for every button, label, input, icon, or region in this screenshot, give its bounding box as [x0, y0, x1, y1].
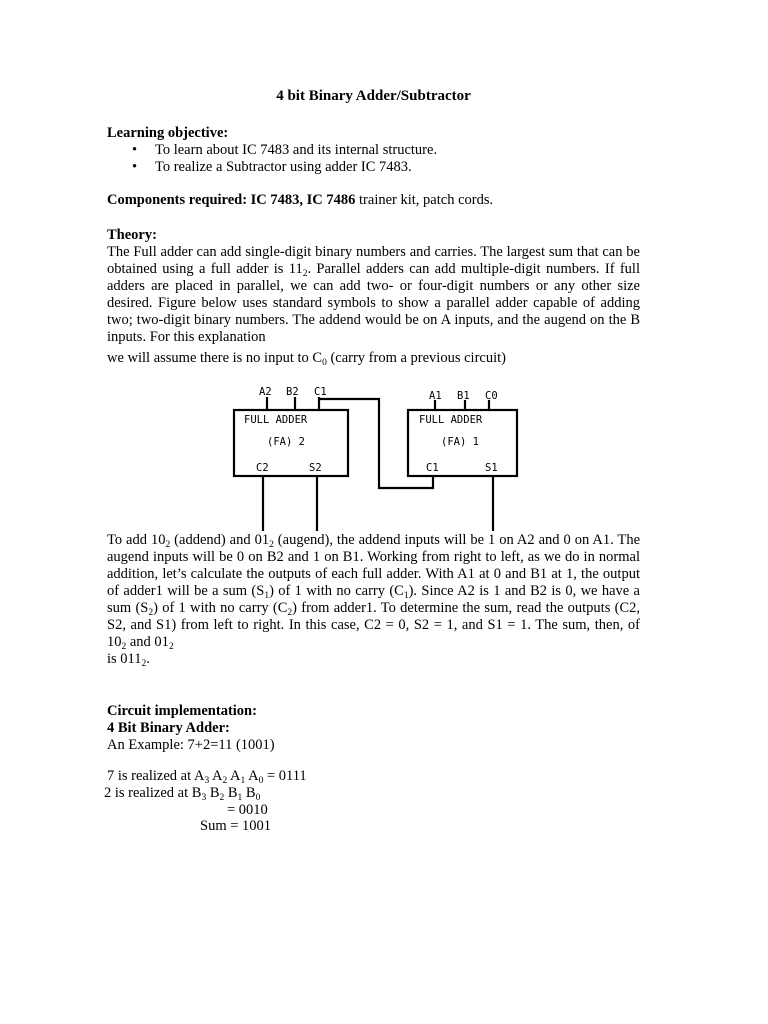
subscript: 2 — [148, 608, 154, 618]
theory-text: (carry from a previous circuit) — [326, 350, 506, 366]
fa1-input-b1-label: B1 — [457, 390, 470, 402]
realization-value-b: = 0010 — [227, 802, 268, 818]
subscript: 2 — [165, 540, 171, 550]
text-run: ). Since A2 is 1 and B2 is 0, we have a sum (S — [107, 583, 640, 616]
fa2-title: FULL ADDER — [244, 414, 308, 426]
fa1-id: (FA) 1 — [441, 436, 479, 448]
subscript: 0 — [322, 358, 327, 368]
fa1-title: FULL ADDER — [419, 414, 483, 426]
text-run: is 011 — [107, 651, 142, 667]
components-text: trainer kit, patch cords. — [355, 192, 494, 208]
fa2-output-s2-label: S2 — [309, 462, 322, 474]
fa1-output-s1-label: S1 — [485, 462, 498, 474]
fa2-input-a2-label: A2 — [259, 386, 272, 398]
fa1-input-a1-label: A1 — [429, 390, 442, 402]
implementation-subheading: 4 Bit Binary Adder: — [107, 720, 230, 736]
subscript: 2 — [269, 540, 274, 550]
list-item: • To learn about IC 7483 and its internal structure. — [155, 142, 640, 159]
fa2-output-c2-label: C2 — [256, 462, 269, 474]
document-body — [107, 88, 640, 367]
learning-objective-list — [107, 142, 640, 176]
theory-text: The Full adder can add single-digit binary numbers and carries. The largest sum that can be obtained using a full adder is 11 — [107, 244, 640, 277]
text-run: To add 10 — [107, 532, 166, 548]
circuit-implementation-section — [107, 703, 640, 754]
fa2-id: (FA) 2 — [267, 436, 305, 448]
subscript: 2 — [141, 659, 147, 669]
components-heading: Components required: IC 7483, IC 7486 — [107, 192, 356, 208]
subscript: 2 — [121, 642, 127, 652]
fa2-input-b2-label: B2 — [286, 386, 299, 398]
addition-example-paragraph — [107, 532, 640, 668]
parallel-adder-diagram — [223, 383, 529, 531]
implementation-example: An Example: 7+2=11 (1001) — [107, 737, 275, 753]
text-run: and 01 — [126, 634, 169, 650]
theory-text: . Parallel adders can add multiple-digit numbers. If full adders are placed in parallel, we can add two- or four-digit numbers or any other size desired. Figure below uses standard symbols to show a parallel adder capable of adding two; two-digit binary numbers. The addend would be on A inputs, and the augend on the B inputs. For this explanation — [107, 261, 640, 345]
theory-text: we will assume there is no input to C — [107, 350, 323, 366]
text-run: ) of 1 with no carry (C — [269, 583, 404, 599]
sum-result: Sum = 1001 — [200, 818, 272, 834]
subscript: 2 — [287, 608, 293, 618]
text-run: . — [146, 651, 150, 667]
learning-objective-heading: Learning objective: — [107, 125, 229, 141]
subscript: 1 — [264, 591, 270, 601]
fa1-input-c0-label: C0 — [485, 390, 498, 402]
realization-line-a: 7 is realized at $A_3$ $A_2$ $A_1$ $A_0 = 0111$ — [107, 768, 307, 786]
text-run: (addend) and 01 — [170, 532, 270, 548]
subscript: 2 — [168, 642, 174, 652]
subscript: 2 — [302, 269, 308, 279]
fa2-input-c1-label: C1 — [314, 386, 327, 398]
list-item: • To realize a Subtractor using adder IC 7483. — [155, 159, 640, 176]
theory-heading: Theory: — [107, 227, 157, 243]
subscript: 1 — [403, 591, 409, 601]
text-run: ) from adder1. To determine the sum, read the outputs (C2, S2, and S1) from left to right. In this case, C2 = 0, S2 = 1, and S1 = 1. The sum, then, of 10 — [107, 600, 640, 650]
text-run: ) of 1 with no carry (C — [153, 600, 288, 616]
example-result — [107, 651, 640, 668]
page-title: 4 bit Binary Adder/Subtractor — [276, 88, 471, 104]
components-line — [107, 192, 640, 209]
example-text — [107, 532, 640, 651]
fa1-output-c1-label: C1 — [426, 462, 439, 474]
text-run: (augend), the addend inputs will be 1 on A2 and 0 on A1. The augend inputs will be 0 on B2 and 1 on B1. Working from right to left, as we do in normal addition, let’s calculate the outputs of each full adder. With A1 at 0 and B1 at 1, the output of adder1 will be a sum (S — [107, 532, 641, 599]
implementation-heading: Circuit implementation: — [107, 703, 257, 719]
theory-paragraph — [107, 244, 640, 346]
realization-line-b: 2 is realized at $B_3$ $B_2$ $B_1$ $B_0$ — [104, 785, 261, 803]
theory-paragraph-2 — [107, 350, 640, 367]
